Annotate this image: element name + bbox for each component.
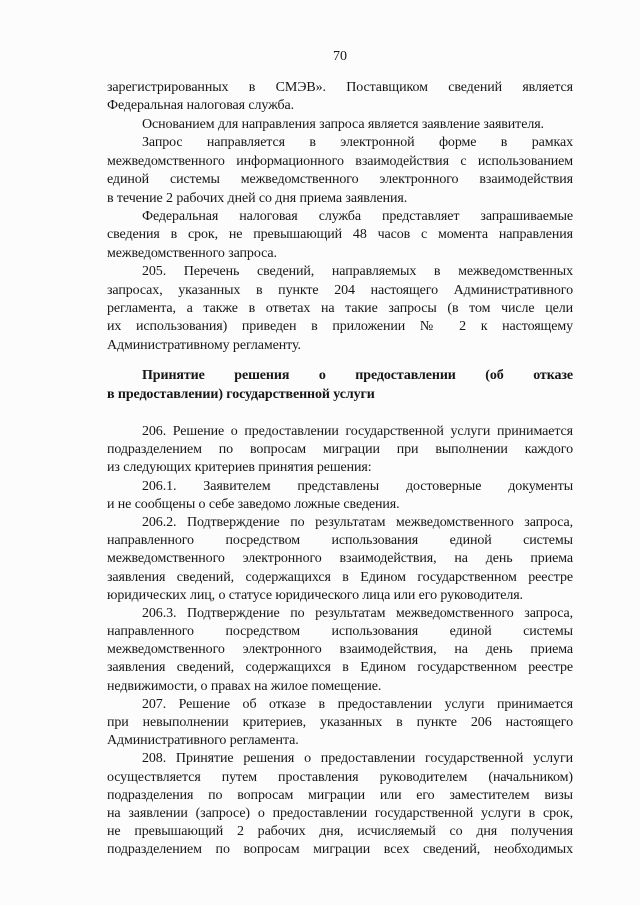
text-line: 206. Решение о предоставлении государственной услуги принимается [142,424,573,439]
heading-line: Принятие решения о предоставлении (об отказе [142,368,573,383]
text-line: Основанием для направления запроса является заявление заявителя. [142,116,544,132]
text-line: Административному регламенту. [107,337,301,353]
text-line: недвижимости, о правах на жилое помещение. [107,678,382,694]
paragraph [107,423,573,478]
text-line: в течение 2 рабочих дней со дня приема заявления. [107,190,408,206]
heading-line: в предоставлении) государственной услуги [107,387,375,402]
text-line: не превышающий 2 рабочих дня, исчисляемый со дня получения [107,824,573,840]
paragraph [107,263,573,355]
text-line: регламента, а также в ответах на такие запросы (в том числе цели [107,301,573,317]
text-line: направленного посредством использования единой системы [107,533,573,549]
text-section-after-heading [107,423,573,860]
paragraph [107,116,573,134]
text-line: межведомственного электронного взаимодействия, на день приема [107,551,573,567]
paragraph [107,696,573,751]
text-line: межведомственного информационного взаимодействия с использованием [107,153,573,169]
text-line: зарегистрированных в СМЭВ». Поставщиком сведений является [107,80,573,95]
paragraph [107,478,573,514]
text-line: сведения в срок, не превышающий 48 часов с момента направления [107,227,573,243]
paragraph [107,605,573,696]
text-line: Административного регламента. [107,733,299,749]
text-line: юридических лиц, о статусе юридического лица или его руководителя. [107,587,523,603]
text-line: 206.1. Заявителем представлены достоверные документы [142,478,573,494]
text-line: Федеральная налоговая служба представляет запрашиваемые [142,208,573,224]
section-heading [107,366,573,404]
text-line: подразделения по вопросам миграции или его заместителем визы [107,787,573,803]
text-line: единой системы межведомственного электронного взаимодействия [107,172,573,188]
text-line: и не сообщены о себе заведомо ложные сведения. [107,496,400,512]
text-line: 206.3. Подтверждение по результатам межведомственного запроса, [142,605,573,621]
text-line: на заявлении (запросе) о предоставлении государственной услуги в срок, [107,805,573,821]
text-line: из следующих критериев принятия решения: [107,460,372,476]
text-line: межведомственного запроса. [107,245,277,261]
text-line: 207. Решение об отказе в предоставлении услуги принимается [142,696,573,712]
text-line: подразделением по вопросам миграции при выполнении каждого [107,442,573,458]
text-line: направленного посредством использования единой системы [107,624,573,640]
text-line: их использования) приведен в приложении № 2 к настоящему [107,319,573,335]
text-line: 208. Принятие решения о предоставлении государственной услуги [142,751,573,767]
paragraph [107,208,573,263]
paragraph [107,514,573,605]
paragraph [107,79,573,116]
text-line: при невыполнении критериев, указанных в пункте 206 настоящего [107,715,573,730]
paragraph [107,750,573,859]
text-line: 205. Перечень сведений, направляемых в межведомственных [142,264,573,280]
text-line: осуществляется путем проставления руководителем (начальником) [107,769,573,785]
text-line: межведомственного электронного взаимодействия, на день приема [107,642,573,658]
text-line: заявления сведений, содержащихся в Едином государственном реестре [107,660,573,676]
text-line: запросах, указанных в пункте 204 настоящего Административного [107,282,573,298]
text-line: 206.2. Подтверждение по результатам межведомственного запроса, [142,514,573,530]
text-line: Федеральная налоговая служба. [107,98,295,114]
text-line: заявления сведений, содержащихся в Едином государственном реестре [107,569,573,585]
page-number: 70 [333,49,347,64]
text-line: подразделением по вопросам миграции всех сведений, необходимых [107,842,573,858]
text-line: Запрос направляется в электронной форме в рамках [142,135,573,151]
paragraph [107,134,573,208]
text-section-before-heading [107,79,573,355]
